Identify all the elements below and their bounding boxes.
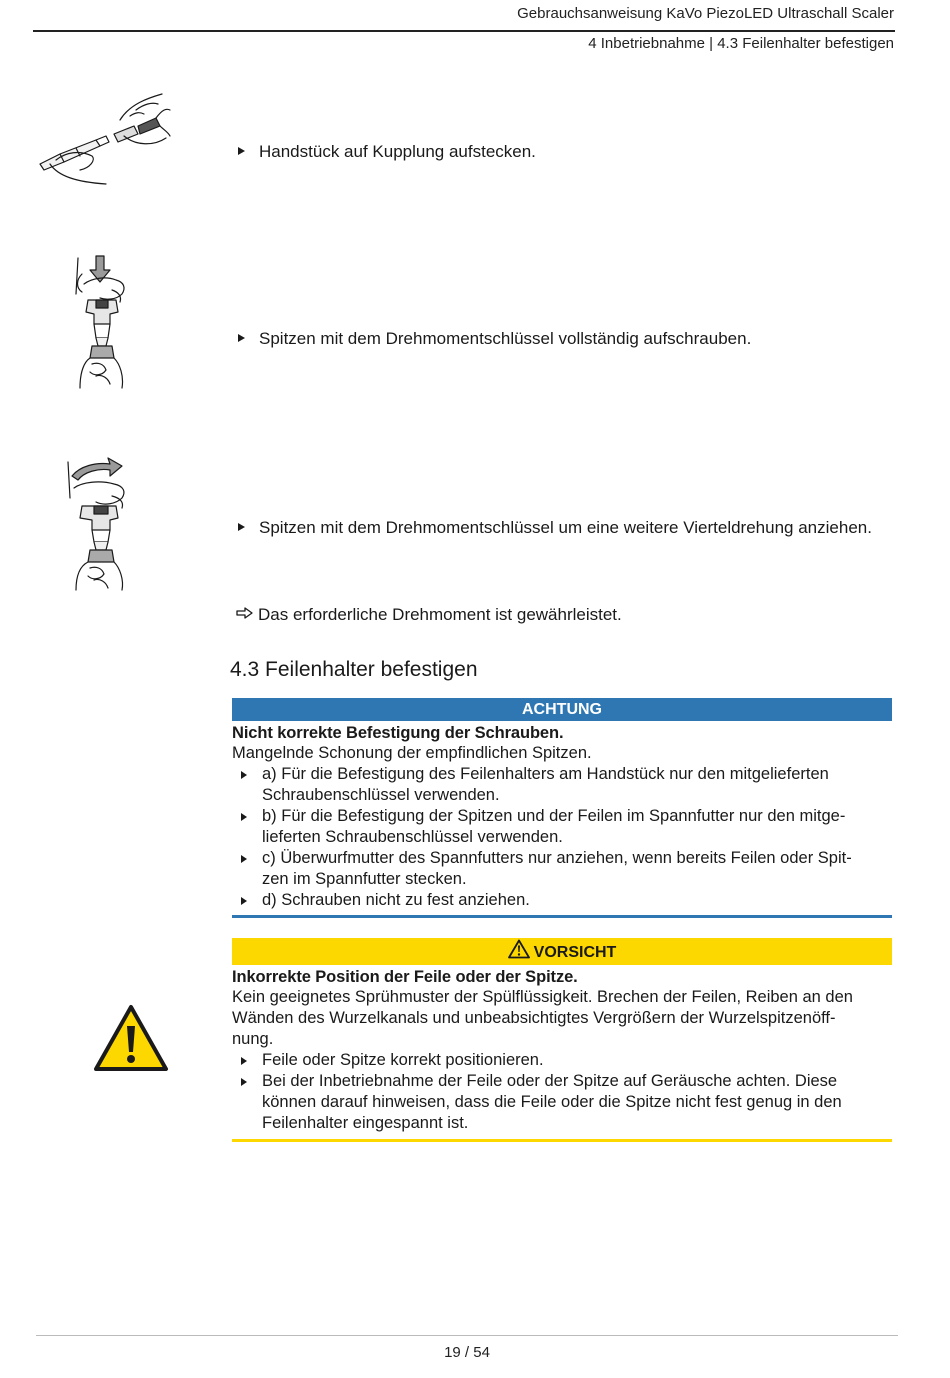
footer-rule xyxy=(36,1335,898,1336)
vorsicht-label-bar xyxy=(232,938,892,965)
step-text: Handstück auf Kupplung aufstecken. xyxy=(259,142,536,161)
vorsicht-notice xyxy=(232,938,892,1142)
vorsicht-measure: Feile oder Spitze korrekt positionieren. xyxy=(232,1050,892,1071)
section-heading: 4.3 Feilenhalter befestigen xyxy=(230,658,478,681)
warning-triangle-icon xyxy=(93,1004,169,1072)
torque-wrench-rotate-illustration xyxy=(66,454,136,592)
achtung-notice xyxy=(232,698,892,918)
vorsicht-heading: Inkorrekte Position der Feile oder der Spitze. xyxy=(232,968,578,986)
achtung-measure: b) Für die Befestigung der Spitzen und der Feilen im Spannfutter nur den mitge- lieferten Schraubenschlüssel verwenden. xyxy=(232,806,892,848)
step-1 xyxy=(238,142,536,162)
step-text: Spitzen mit dem Drehmomentschlüssel um eine weitere Vierteldrehung anziehen. xyxy=(259,518,872,537)
handpiece-coupling-illustration xyxy=(36,90,171,190)
achtung-label: ACHTUNG xyxy=(232,698,892,721)
vorsicht-label: VORSICHT xyxy=(533,944,617,961)
vorsicht-measure: Bei der Inbetriebnahme der Feile oder der Spitze auf Geräusche achten. Diese können darauf hinweisen, dass die Feile oder die Spitze nicht fest genug in den Feilenhalter eingespannt ist. xyxy=(232,1071,892,1134)
achtung-bottom-rule xyxy=(232,915,892,918)
bullet-arrow-icon xyxy=(241,771,247,779)
bullet-arrow-icon xyxy=(241,1078,247,1086)
step-2 xyxy=(238,329,751,349)
vorsicht-consequence: Kein geeignetes Sprühmuster der Spülflüssigkeit. Brechen der Feilen, Reiben an den Wänden des Wurzelkanals und unbeabsichtigtes Vergrößern der Wurzelspitzenöff- nung. xyxy=(232,988,853,1048)
achtung-heading: Nicht korrekte Befestigung der Schrauben. xyxy=(232,724,564,742)
document-title: Gebrauchsanweisung KaVo PiezoLED Ultraschall Scaler xyxy=(517,5,894,22)
header-rule xyxy=(33,30,895,32)
page-number: 19 / 54 xyxy=(444,1344,490,1361)
bullet-arrow-icon xyxy=(238,147,245,155)
achtung-measure: d) Schrauben nicht zu fest anziehen. xyxy=(232,890,892,911)
bullet-arrow-icon xyxy=(238,523,245,531)
result-line xyxy=(236,605,622,625)
breadcrumb: 4 Inbetriebnahme | 4.3 Feilenhalter befestigen xyxy=(588,35,894,52)
achtung-measure: a) Für die Befestigung des Feilenhalters am Handstück nur den mitgelieferten Schraubenschlüssel verwenden. xyxy=(232,764,892,806)
warning-small-icon xyxy=(508,939,530,959)
bullet-arrow-icon xyxy=(241,855,247,863)
bullet-arrow-icon xyxy=(241,813,247,821)
result-text: Das erforderliche Drehmoment ist gewährleistet. xyxy=(258,605,622,624)
step-3 xyxy=(238,518,872,538)
achtung-consequence: Mangelnde Schonung der empfindlichen Spitzen. xyxy=(232,744,592,762)
bullet-arrow-icon xyxy=(241,1057,247,1065)
vorsicht-bottom-rule xyxy=(232,1139,892,1142)
result-arrow-icon xyxy=(236,607,254,619)
torque-wrench-press-illustration xyxy=(72,254,132,390)
bullet-arrow-icon xyxy=(241,897,247,905)
achtung-measure: c) Überwurfmutter des Spannfutters nur anziehen, wenn bereits Feilen oder Spit- zen im Spannfutter stecken. xyxy=(232,848,892,890)
bullet-arrow-icon xyxy=(238,334,245,342)
step-text: Spitzen mit dem Drehmomentschlüssel vollständig aufschrauben. xyxy=(259,329,752,348)
